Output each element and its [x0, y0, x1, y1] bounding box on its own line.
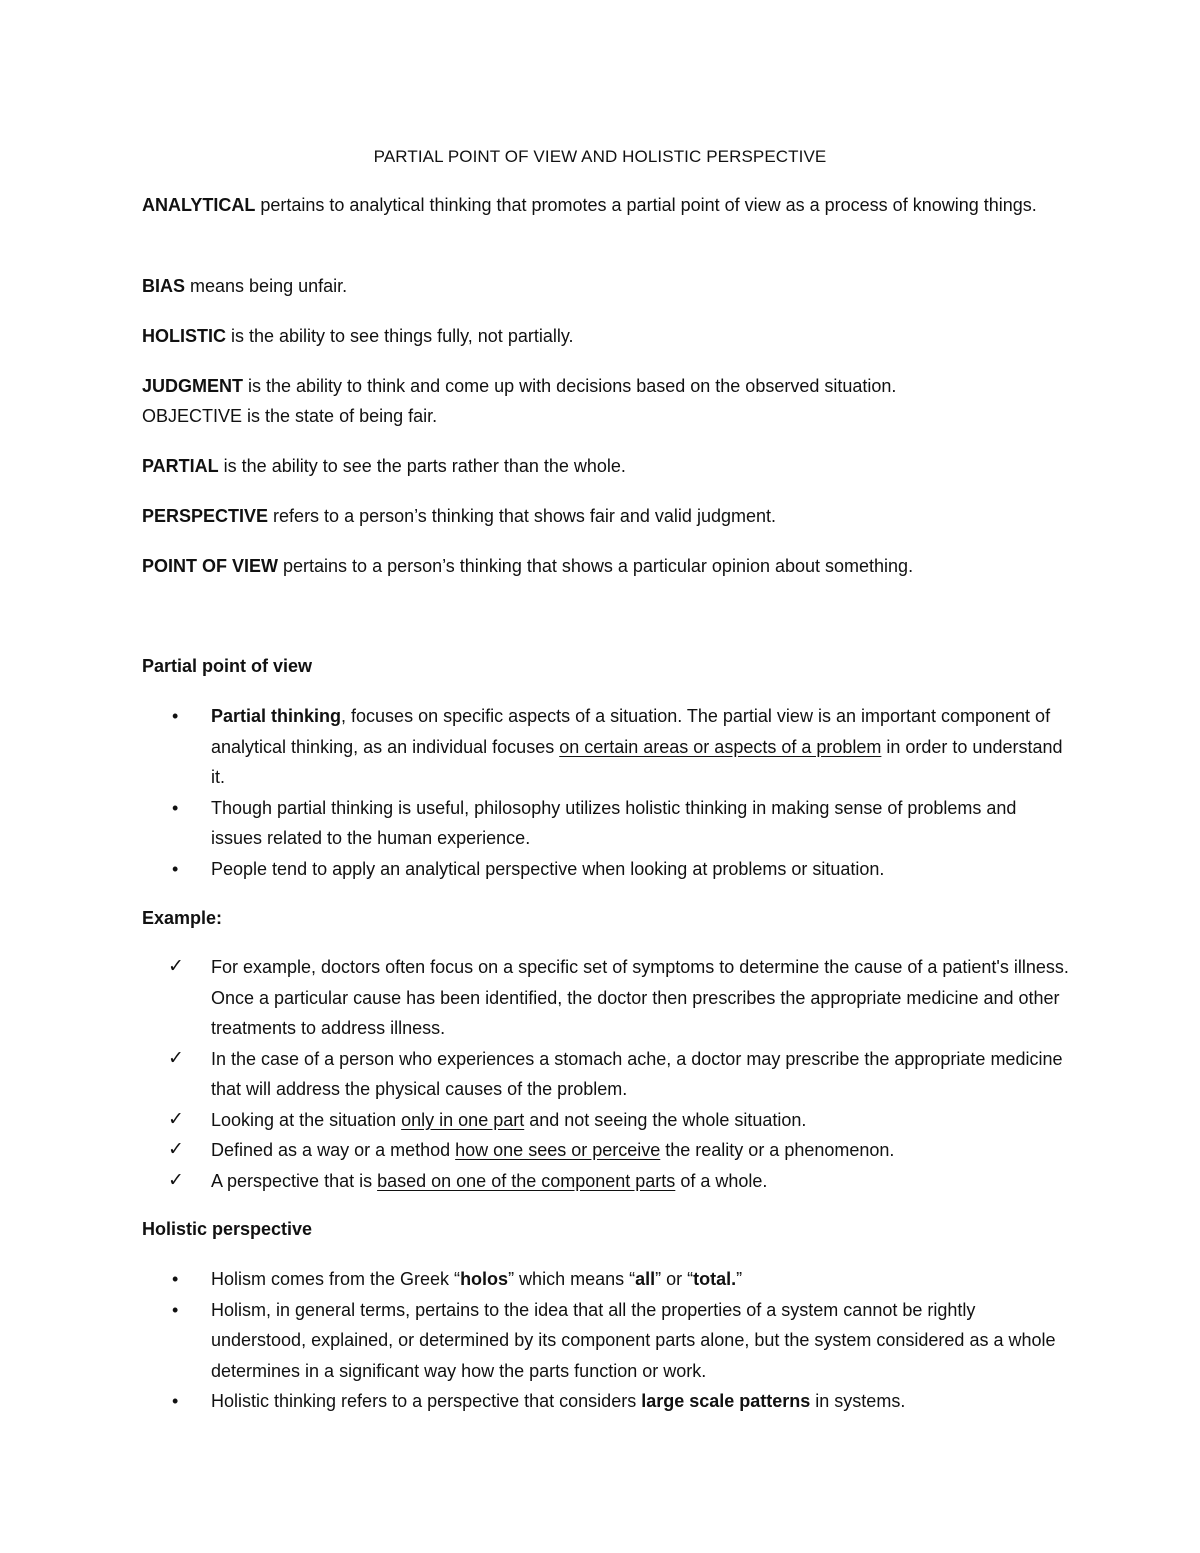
definition-text: OBJECTIVE is the state of being fair. [142, 406, 438, 426]
definition-holistic [142, 321, 1062, 352]
bold-phrase: all [635, 1269, 656, 1289]
list-item [142, 1135, 1072, 1166]
list-item-text: in systems. [810, 1391, 906, 1411]
holistic-bullet-list [142, 1264, 1072, 1417]
list-item-text: Defined as a way or a method [211, 1140, 456, 1160]
underlined-phrase: how one sees or perceive [455, 1140, 661, 1160]
list-item-text: Holism comes from the Greek “ [211, 1269, 461, 1289]
list-item [142, 1166, 1072, 1197]
checkmark-icon: ✓ [168, 1108, 184, 1130]
checkmark-icon: ✓ [168, 1139, 184, 1160]
list-item-text: the reality or a phenomenon. [660, 1140, 895, 1160]
definition-text: is the ability to see things fully, not partially. [226, 326, 574, 346]
definition-term: HOLISTIC [142, 326, 226, 346]
list-item-text: Looking at the situation [211, 1109, 402, 1130]
underlined-phrase: only in one part [401, 1109, 525, 1130]
list-item [142, 854, 1072, 885]
list-item-text: of a whole. [675, 1170, 768, 1191]
definition-perspective [142, 501, 1062, 532]
checkmark-icon: ✓ [168, 1169, 184, 1191]
document-title: PARTIAL POINT OF VIEW AND HOLISTIC PERSPECTIVE [373, 147, 827, 166]
list-item [142, 1105, 1072, 1136]
definition-text: means being unfair. [185, 276, 348, 296]
list-item [142, 793, 1072, 854]
definition-text: pertains to a person’s thinking that shows a particular opinion about something. [278, 556, 914, 576]
bullet-icon: • [172, 1391, 179, 1411]
partial-bullet-list [142, 701, 1072, 884]
definition-term: POINT OF VIEW [142, 556, 279, 576]
definition-term: PERSPECTIVE [142, 506, 269, 526]
definition-text: pertains to analytical thinking that promotes a partial point of view as a process of knowing things. [255, 195, 1037, 215]
definition-text: is the ability to think and come up with decisions based on the observed situation. [243, 376, 897, 396]
bullet-icon: • [172, 1299, 179, 1320]
bullet-icon: • [172, 858, 179, 879]
bold-phrase: holos [460, 1269, 509, 1289]
definition-term: PARTIAL [142, 456, 219, 476]
section-heading-partial: Partial point of view [142, 656, 313, 676]
list-item-text: For example, doctors often focus on a specific set of symptoms to determine the cause of a patient's illness. Once a particular cause has been identified, the doctor then prescribes the appropriate medicine and other treatments to address illness. [211, 957, 1069, 1038]
definition-term: BIAS [142, 276, 186, 296]
underlined-phrase: based on one of the component parts [377, 1170, 676, 1191]
bold-phrase: large scale patterns [641, 1391, 811, 1411]
list-item-text: , focuses on specific aspects of a situation. The partial view is an important component of analytical thinking, as an individual focuses [211, 706, 1051, 757]
checkmark-icon: ✓ [168, 1047, 184, 1069]
section-heading-example: Example: [142, 908, 223, 928]
definition-point-of-view [142, 551, 1062, 582]
definition-bias [142, 271, 1062, 302]
bullet-icon: • [172, 797, 179, 818]
definition-objective [142, 401, 1062, 432]
list-item-text: ” which means “ [508, 1269, 636, 1289]
bold-phrase: Partial thinking [211, 706, 342, 726]
list-item-text: in order to understand it. [211, 736, 1063, 787]
list-item [142, 1264, 1072, 1295]
list-item [142, 1295, 1072, 1387]
definition-text: is the ability to see the parts rather than the whole. [218, 456, 626, 476]
definition-text: refers to a person’s thinking that shows fair and valid judgment. [268, 506, 776, 526]
bullet-icon: • [172, 1269, 179, 1289]
definition-term: ANALYTICAL [142, 195, 256, 215]
bullet-icon: • [172, 706, 179, 726]
list-item-text: Holistic thinking refers to a perspective that considers [211, 1391, 642, 1411]
definition-analytical [142, 190, 1062, 221]
list-item-text: and not seeing the whole situation. [524, 1109, 807, 1130]
list-item-text: Though partial thinking is useful, philosophy utilizes holistic thinking in making sense of problems and issues related to the human experience. [211, 797, 1017, 848]
underlined-phrase: on certain areas or aspects of a problem [559, 736, 882, 757]
list-item-text: ” [736, 1269, 743, 1289]
example-check-list [142, 952, 1072, 1196]
bold-phrase: total. [693, 1269, 737, 1289]
list-item-text: People tend to apply an analytical perspective when looking at problems or situation. [211, 858, 885, 879]
checkmark-icon: ✓ [168, 956, 184, 977]
section-heading-holistic: Holistic perspective [142, 1219, 313, 1239]
list-item-text: A perspective that is [211, 1170, 378, 1191]
list-item [142, 1386, 1072, 1417]
definition-partial [142, 451, 1062, 482]
definition-judgment [142, 371, 1062, 402]
list-item [142, 701, 1072, 793]
list-item-text: Holism, in general terms, pertains to the idea that all the properties of a system cannot be rightly understood, explained, or determined by its component parts alone, but the system considered as a whole determines in a significant way how the parts function or work. [211, 1299, 1056, 1381]
list-item [142, 952, 1072, 1044]
definition-term: JUDGMENT [142, 376, 244, 396]
list-item-text: ” or “ [655, 1269, 694, 1289]
list-item-text: In the case of a person who experiences a stomach ache, a doctor may prescribe the appropriate medicine that will address the physical causes of the problem. [211, 1048, 1063, 1099]
list-item [142, 1044, 1072, 1105]
